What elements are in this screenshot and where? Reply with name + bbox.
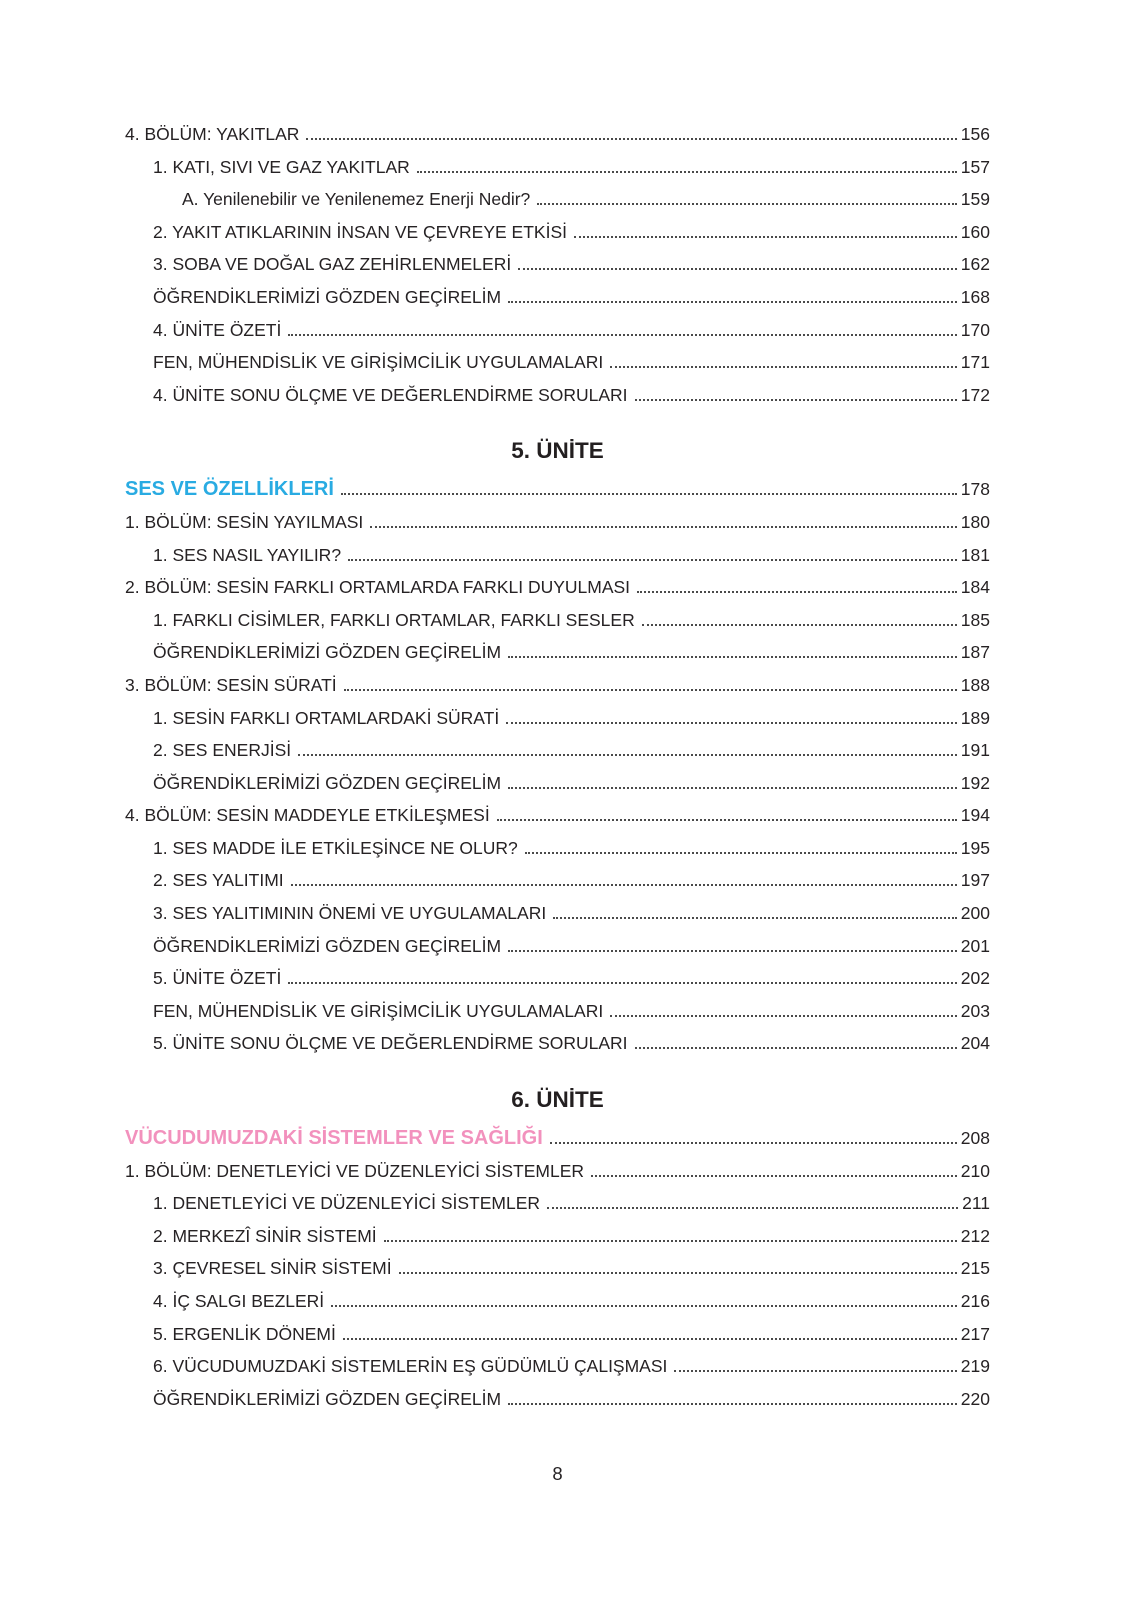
toc-entry-label: 1. DENETLEYİCİ VE DÜZENLEYİCİ SİSTEMLER	[153, 1193, 541, 1214]
dot-leader	[508, 787, 957, 789]
dot-leader	[518, 268, 957, 270]
toc-entry-label: 1. SESİN FARKLI ORTAMLARDAKİ SÜRATİ	[153, 707, 500, 728]
dot-leader	[637, 591, 957, 593]
toc-entry-page: 159	[960, 189, 990, 210]
toc-entry	[125, 1252, 990, 1285]
dot-leader	[506, 722, 957, 724]
toc-entry	[125, 636, 990, 669]
toc-entry-page: 192	[960, 772, 990, 793]
toc-entry-label: 2. SES YALITIMI	[153, 870, 284, 891]
toc-entry-page: 178	[960, 479, 990, 500]
dot-leader	[288, 334, 956, 336]
toc-entry-label: 1. BÖLÜM: DENETLEYİCİ VE DÜZENLEYİCİ SİSTEMLER	[125, 1160, 584, 1181]
toc-entry-label: 1. SES NASIL YAYILIR?	[153, 544, 342, 565]
toc-entry-label: SES VE ÖZELLİKLERİ	[125, 478, 334, 501]
toc-entry	[125, 281, 990, 314]
toc-entry	[125, 248, 990, 281]
toc-entry-page: 188	[960, 674, 990, 695]
toc-entry	[125, 1027, 990, 1060]
toc-entry-label: FEN, MÜHENDİSLİK VE GİRİŞİMCİLİK UYGULAMALARI	[153, 1000, 604, 1021]
toc-entry-page: 217	[960, 1323, 990, 1344]
toc-entry	[125, 216, 990, 249]
dot-leader	[553, 917, 957, 919]
dot-leader	[642, 624, 957, 626]
toc-entry-page: 168	[960, 286, 990, 307]
toc-entry-page: 194	[960, 805, 990, 826]
toc-entry	[125, 930, 990, 963]
toc-entry	[125, 995, 990, 1028]
dot-leader	[508, 950, 957, 952]
toc-entry-page: 171	[960, 352, 990, 373]
toc-entry-page: 195	[960, 837, 990, 858]
toc-entry	[125, 799, 990, 832]
toc-entry-page: 220	[960, 1388, 990, 1409]
toc-entry-label: ÖĞRENDİKLERİMİZİ GÖZDEN GEÇİRELİM	[153, 642, 502, 663]
dot-leader	[497, 819, 957, 821]
toc-entry	[125, 1383, 990, 1416]
toc-entry	[125, 734, 990, 767]
toc-entry	[125, 539, 990, 572]
dot-leader	[635, 1047, 957, 1049]
toc-entry	[125, 1285, 990, 1318]
toc-entry-label: ÖĞRENDİKLERİMİZİ GÖZDEN GEÇİRELİM	[153, 286, 502, 307]
toc-entry	[125, 962, 990, 995]
toc-entry-label: ÖĞRENDİKLERİMİZİ GÖZDEN GEÇİRELİM	[153, 1388, 502, 1409]
toc-entry-label: 6. VÜCUDUMUZDAKİ SİSTEMLERİN EŞ GÜDÜMLÜ ÇALIŞMASI	[153, 1356, 668, 1377]
toc-entry-label: ÖĞRENDİKLERİMİZİ GÖZDEN GEÇİRELİM	[153, 935, 502, 956]
toc-entry	[125, 1187, 990, 1220]
toc-entry-label: 1. KATI, SIVI VE GAZ YAKITLAR	[153, 156, 410, 177]
toc-entry	[125, 1122, 990, 1155]
toc-section	[125, 118, 990, 411]
dot-leader	[288, 982, 956, 984]
toc-entry-label: 3. SES YALITIMININ ÖNEMİ VE UYGULAMALARI	[153, 903, 547, 924]
toc-entry-page: 203	[960, 1000, 990, 1021]
toc-entry-page: 202	[960, 968, 990, 989]
toc-entry-page: 156	[960, 124, 990, 144]
dot-leader	[574, 236, 957, 238]
toc-entry	[125, 1155, 990, 1188]
toc-section	[125, 436, 990, 1060]
toc-entry-label: 3. SOBA VE DOĞAL GAZ ZEHİRLENMELERİ	[153, 254, 512, 275]
toc-entry-page: 212	[960, 1225, 990, 1246]
dot-leader	[537, 203, 957, 205]
toc-entry-page: 215	[960, 1258, 990, 1279]
dot-leader	[344, 689, 957, 691]
toc-entry-label: 4. ÜNİTE ÖZETİ	[153, 319, 282, 340]
dot-leader	[610, 366, 957, 368]
toc-entry	[125, 702, 990, 735]
toc-entry	[125, 473, 990, 506]
toc-entry-page: 191	[960, 740, 990, 761]
toc-entry-page: 208	[960, 1128, 990, 1149]
toc-entry-page: 184	[960, 577, 990, 598]
unit-heading: 6. ÜNİTE	[511, 1087, 604, 1113]
dot-leader	[508, 656, 957, 658]
toc-entry-label: 2. SES ENERJİSİ	[153, 740, 292, 761]
dot-leader	[306, 138, 956, 140]
dot-leader	[399, 1272, 957, 1274]
toc-entry	[125, 346, 990, 379]
dot-leader	[547, 1207, 958, 1209]
toc-section	[125, 1085, 990, 1415]
dot-leader	[591, 1175, 957, 1177]
toc-entry-label: 3. ÇEVRESEL SİNİR SİSTEMİ	[153, 1258, 392, 1279]
toc-entry	[125, 183, 990, 216]
dot-leader	[508, 301, 957, 303]
dot-leader	[370, 526, 957, 528]
toc-entry-label: 4. İÇ SALGI BEZLERİ	[153, 1291, 325, 1311]
toc-entry	[125, 897, 990, 930]
toc-entry	[125, 669, 990, 702]
toc-entry-page: 157	[960, 156, 990, 177]
dot-leader	[348, 559, 957, 561]
dot-leader	[550, 1142, 957, 1144]
toc-entry-label: VÜCUDUMUZDAKİ SİSTEMLER VE SAĞLIĞI	[125, 1127, 543, 1150]
toc-entry	[125, 571, 990, 604]
toc-entry-page: 197	[960, 870, 990, 891]
toc-entry	[125, 1220, 990, 1253]
dot-leader	[341, 493, 957, 495]
toc-entry-page: 187	[960, 642, 990, 663]
toc-entry-label: 1. BÖLÜM: SESİN YAYILMASI	[125, 511, 364, 532]
toc-entry-page: 162	[960, 254, 990, 275]
toc-entry-label: ÖĞRENDİKLERİMİZİ GÖZDEN GEÇİRELİM	[153, 772, 502, 793]
toc-entry-label: 5. ÜNİTE SONU ÖLÇME VE DEĞERLENDİRME SORULARI	[153, 1033, 628, 1054]
dot-leader	[291, 884, 957, 886]
toc-entry-label: 2. BÖLÜM: SESİN FARKLI ORTAMLARDA FARKLI DUYULMASI	[125, 577, 631, 598]
toc-entry-page: 210	[960, 1160, 990, 1181]
toc-entry-page: 189	[960, 707, 990, 728]
toc-entry-label: FEN, MÜHENDİSLİK VE GİRİŞİMCİLİK UYGULAMALARI	[153, 352, 604, 373]
table-of-contents	[125, 118, 990, 1415]
dot-leader	[674, 1370, 956, 1372]
toc-entry-label: 5. ÜNİTE ÖZETİ	[153, 968, 282, 989]
page-number: 8	[552, 1463, 563, 1485]
toc-entry-page: 211	[962, 1193, 990, 1214]
toc-entry-page: 170	[960, 319, 990, 340]
dot-leader	[331, 1305, 957, 1307]
dot-leader	[635, 399, 957, 401]
toc-entry-label: 4. BÖLÜM: YAKITLAR	[125, 124, 300, 144]
toc-entry	[125, 506, 990, 539]
toc-entry	[125, 864, 990, 897]
toc-entry-page: 172	[960, 384, 990, 405]
toc-entry-page: 160	[960, 221, 990, 242]
dot-leader	[525, 852, 957, 854]
toc-entry-page: 219	[960, 1356, 990, 1377]
toc-entry-page: 181	[960, 544, 990, 565]
toc-entry	[125, 1318, 990, 1351]
toc-entry	[125, 1350, 990, 1383]
toc-entry-page: 201	[960, 935, 990, 956]
dot-leader	[298, 754, 957, 756]
toc-entry	[125, 767, 990, 800]
toc-entry-label: A. Yenilenebilir ve Yenilenemez Enerji Nedir?	[182, 189, 531, 210]
toc-entry-label: 4. ÜNİTE SONU ÖLÇME VE DEĞERLENDİRME SORULARI	[153, 384, 628, 405]
toc-entry-label: 2. YAKIT ATIKLARININ İNSAN VE ÇEVREYE ETKİSİ	[153, 221, 567, 242]
dot-leader	[343, 1338, 957, 1340]
toc-entry-page: 204	[960, 1033, 990, 1054]
unit-heading: 5. ÜNİTE	[511, 438, 604, 464]
toc-entry-label: 5. ERGENLİK DÖNEMİ	[153, 1323, 336, 1344]
toc-entry-page: 216	[960, 1291, 990, 1311]
dot-leader	[417, 171, 957, 173]
toc-entry-label: 1. SES MADDE İLE ETKİLEŞİNCE NE OLUR?	[153, 837, 518, 858]
dot-leader	[508, 1403, 957, 1405]
dot-leader	[384, 1240, 957, 1242]
toc-entry-page: 185	[960, 609, 990, 630]
toc-entry	[125, 151, 990, 184]
toc-entry	[125, 604, 990, 637]
dot-leader	[610, 1015, 957, 1017]
toc-entry-label: 4. BÖLÜM: SESİN MADDEYLE ETKİLEŞMESİ	[125, 805, 490, 826]
toc-entry-page: 180	[960, 511, 990, 532]
toc-entry-label: 1. FARKLI CİSİMLER, FARKLI ORTAMLAR, FARKLI SESLER	[153, 609, 635, 630]
toc-entry	[125, 832, 990, 865]
toc-entry-label: 3. BÖLÜM: SESİN SÜRATİ	[125, 674, 337, 695]
toc-entry-label: 2. MERKEZÎ SİNİR SİSTEMİ	[153, 1225, 377, 1246]
toc-entry-page: 200	[960, 903, 990, 924]
toc-entry	[125, 379, 990, 412]
toc-entry	[125, 118, 990, 151]
toc-entry	[125, 314, 990, 347]
